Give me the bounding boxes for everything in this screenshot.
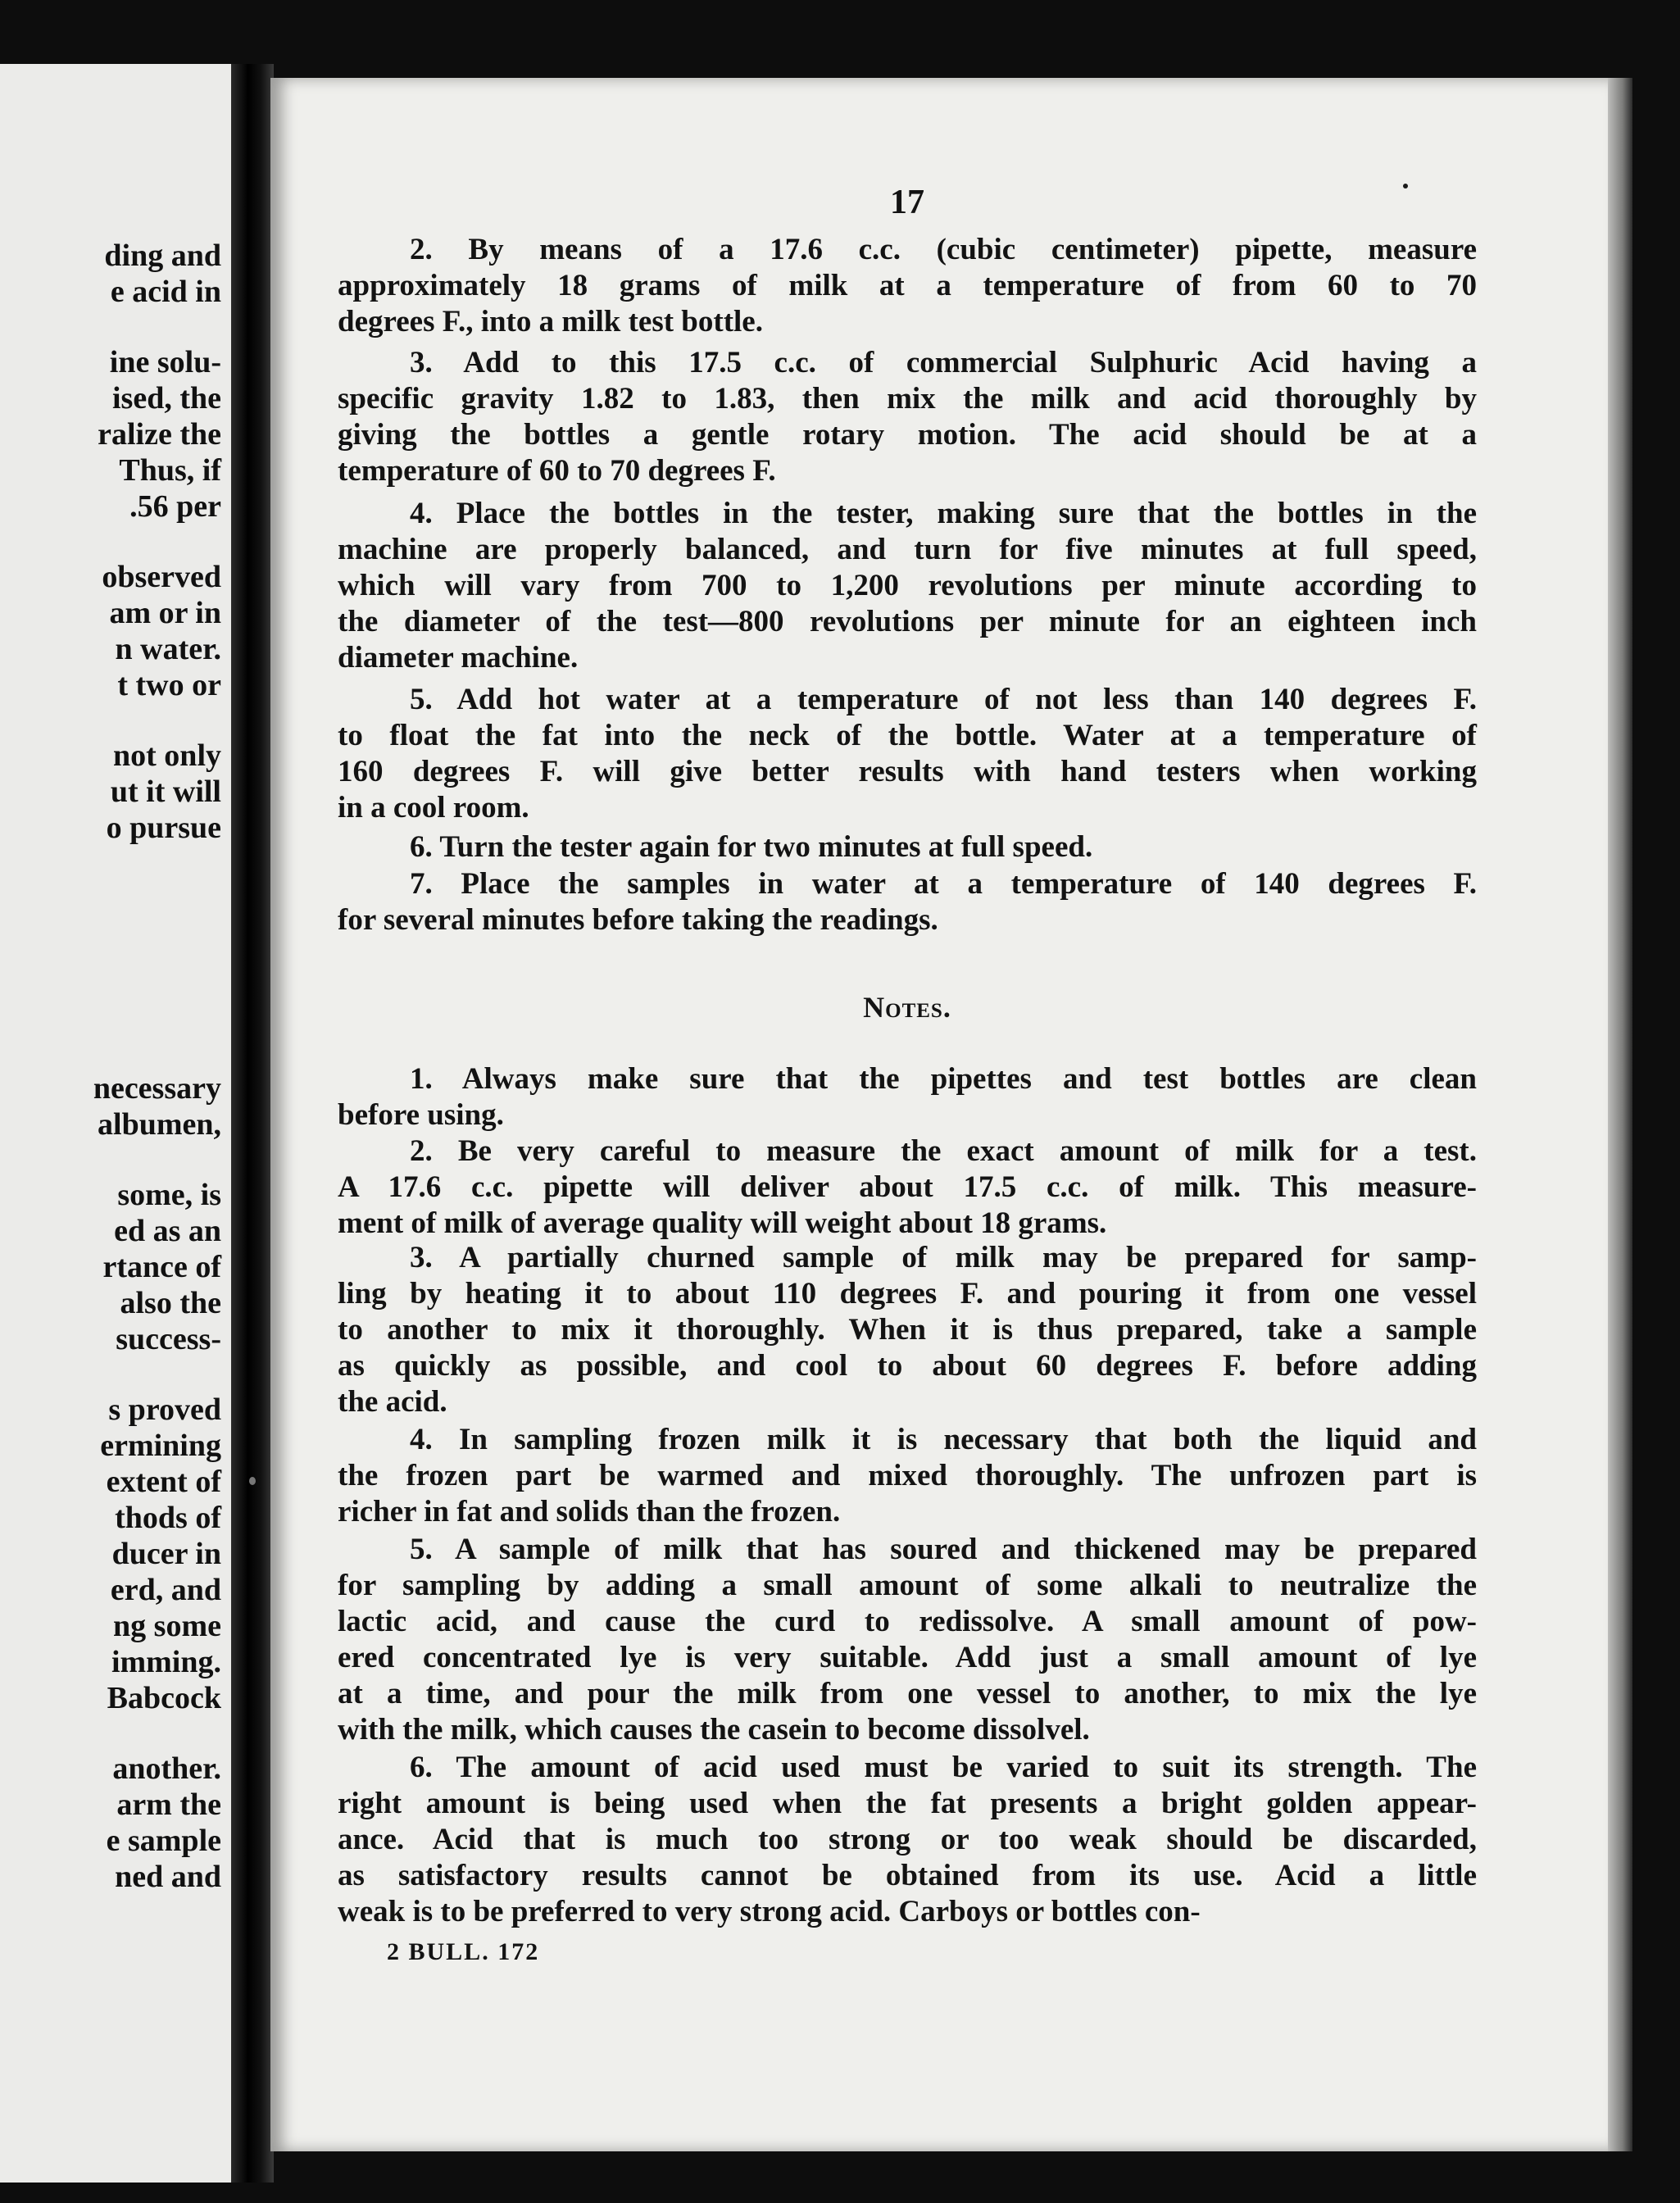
text-line: 2. By means of a 17.6 c.c. (cubic centimeter) pipette, measure — [410, 233, 1477, 266]
text-line: for several minutes before taking the readings. — [338, 903, 938, 937]
note-item — [338, 1532, 1477, 1748]
facing-page-line: ng some — [113, 1609, 221, 1643]
facing-page-line: Babcock — [107, 1681, 221, 1715]
text-line: for sampling by adding a small amount of some alkali to neutralize the — [338, 1569, 1477, 1602]
text-line: ance. Acid that is much too strong or too weak should be discarded, — [338, 1823, 1477, 1856]
facing-page-line: s proved — [108, 1392, 221, 1427]
text-line: weak is to be preferred to very strong acid. Carboys or bottles con- — [338, 1895, 1201, 1928]
text-line: A 17.6 c.c. pipette will deliver about 17.5 c.c. of milk. This measure- — [338, 1170, 1477, 1204]
facing-page-line: t two or — [117, 668, 221, 702]
facing-page-line: ed as an — [114, 1214, 221, 1248]
facing-page-fragment — [0, 64, 231, 2183]
text-line: specific gravity 1.82 to 1.83, then mix the milk and acid thoroughly by — [338, 382, 1477, 416]
text-line: 4. Place the bottles in the tester, making sure that the bottles in the — [410, 497, 1477, 530]
facing-page-line: ermining — [100, 1429, 221, 1463]
note-item — [338, 1061, 1477, 1133]
text-line: 3. Add to this 17.5 c.c. of commercial Sulphuric Acid having a — [410, 346, 1477, 379]
facing-page-line: am or in — [109, 596, 221, 630]
text-line: to float the fat into the neck of the bottle. Water at a temperature of — [338, 719, 1477, 752]
facing-page-line: erd, and — [110, 1573, 221, 1607]
facing-page-line: ned and — [115, 1860, 221, 1894]
book-gutter — [231, 64, 274, 2183]
text-line: the frozen part be warmed and mixed thoroughly. The unfrozen part is — [338, 1459, 1477, 1492]
facing-page-line: success- — [116, 1322, 221, 1356]
facing-page-line: rtance of — [102, 1250, 221, 1284]
text-line: as quickly as possible, and cool to about 60 degrees F. before adding — [338, 1349, 1477, 1383]
text-line: lactic acid, and cause the curd to redissolve. A small amount of pow- — [338, 1605, 1477, 1638]
facing-page-line: ine solu- — [109, 345, 221, 379]
facing-page-line: o pursue — [106, 811, 221, 845]
note-item — [338, 1133, 1477, 1242]
text-line: 6. Turn the tester again for two minutes at full speed. — [410, 830, 1093, 864]
facing-page-line: observed — [102, 560, 221, 594]
facing-page-line: albumen, — [98, 1107, 221, 1142]
text-line: at a time, and pour the milk from one vessel to another, to mix the lye — [338, 1677, 1477, 1710]
text-line: 1. Always make sure that the pipettes and test bottles are clean — [410, 1062, 1477, 1096]
ink-speck — [249, 1477, 256, 1485]
text-line: giving the bottles a gentle rotary motion. The acid should be at a — [338, 418, 1477, 452]
text-line: ment of milk of average quality will weight about 18 grams. — [338, 1206, 1107, 1240]
facing-page-line: n water. — [115, 632, 221, 666]
facing-page-line: ralize the — [98, 417, 221, 452]
text-line: the diameter of the test—800 revolutions per minute for an eighteen inch — [338, 605, 1477, 638]
facing-page-line: some, is — [117, 1178, 221, 1212]
facing-page-line: thods of — [115, 1501, 221, 1535]
procedure-step — [338, 866, 1477, 938]
facing-page-line: Thus, if — [119, 453, 221, 488]
text-line: 4. In sampling frozen milk it is necessary that both the liquid and — [410, 1423, 1477, 1456]
text-line: 5. A sample of milk that has soured and thickened may be prepared — [410, 1533, 1477, 1566]
text-line: to another to mix it thoroughly. When it is thus prepared, take a sample — [338, 1313, 1477, 1347]
text-line: 3. A partially churned sample of milk may be prepared for samp- — [410, 1241, 1477, 1274]
text-line: which will vary from 700 to 1,200 revolutions per minute according to — [338, 569, 1477, 602]
facing-page-line: e sample — [106, 1824, 221, 1858]
text-line: degrees F., into a milk test bottle. — [338, 305, 763, 338]
text-line: 6. The amount of acid used must be varied to suit its strength. The — [410, 1751, 1477, 1784]
text-line: 7. Place the samples in water at a temperature of 140 degrees F. — [410, 867, 1477, 901]
signature-mark: 2 BULL. 172 — [387, 1938, 540, 1965]
text-line: before using. — [338, 1098, 504, 1132]
text-line: ling by heating it to about 110 degrees F. and pouring it from one vessel — [338, 1277, 1477, 1310]
facing-page-line: arm the — [116, 1787, 221, 1822]
facing-page-line: ut it will — [110, 774, 221, 809]
text-line: 2. Be very careful to measure the exact amount of milk for a test. — [410, 1134, 1477, 1168]
facing-page-line: imming. — [111, 1645, 221, 1679]
procedure-step — [338, 345, 1477, 489]
facing-page-line: ding and — [104, 238, 221, 273]
procedure-step — [338, 496, 1477, 676]
note-item — [338, 1750, 1477, 1930]
facing-page-line: extent of — [106, 1465, 221, 1499]
text-line: diameter machine. — [338, 641, 579, 675]
text-line: machine are properly balanced, and turn for five minutes at full speed, — [338, 533, 1477, 566]
notes-heading: Notes. — [863, 991, 951, 1024]
facing-page-line: another. — [112, 1751, 221, 1786]
text-line: in a cool room. — [338, 791, 529, 824]
procedure-step — [338, 682, 1477, 826]
note-item — [338, 1240, 1477, 1420]
facing-page-line: e acid in — [110, 275, 221, 309]
note-item — [338, 1422, 1477, 1530]
text-line: ered concentrated lye is very suitable. Add just a small amount of lye — [338, 1641, 1477, 1674]
page-number: 17 — [890, 184, 924, 221]
procedure-step — [338, 829, 1477, 865]
text-line: richer in fat and solids than the frozen. — [338, 1495, 841, 1528]
page — [270, 78, 1608, 2151]
text-line: approximately 18 grams of milk at a temperature of from 60 to 70 — [338, 269, 1477, 302]
procedure-step — [338, 232, 1477, 340]
text-line: with the milk, which causes the casein to become dissolvel. — [338, 1713, 1090, 1747]
facing-page-line: not only — [113, 738, 221, 773]
facing-page-line: necessary — [93, 1071, 221, 1106]
ink-speck — [1403, 184, 1408, 189]
text-line: 160 degrees F. will give better results with hand testers when working — [338, 755, 1477, 788]
text-line: right amount is being used when the fat presents a bright golden appear- — [338, 1787, 1477, 1820]
text-line: the acid. — [338, 1385, 447, 1419]
facing-page-line: .56 per — [129, 489, 221, 524]
facing-page-line: also the — [120, 1286, 221, 1320]
facing-page-line: ducer in — [111, 1537, 221, 1571]
facing-page-line: ised, the — [112, 381, 221, 416]
text-line: as satisfactory results cannot be obtained from its use. Acid a little — [338, 1859, 1477, 1892]
page-edge — [1608, 78, 1632, 2151]
text-line: 5. Add hot water at a temperature of not less than 140 degrees F. — [410, 683, 1477, 716]
text-line: temperature of 60 to 70 degrees F. — [338, 454, 776, 488]
